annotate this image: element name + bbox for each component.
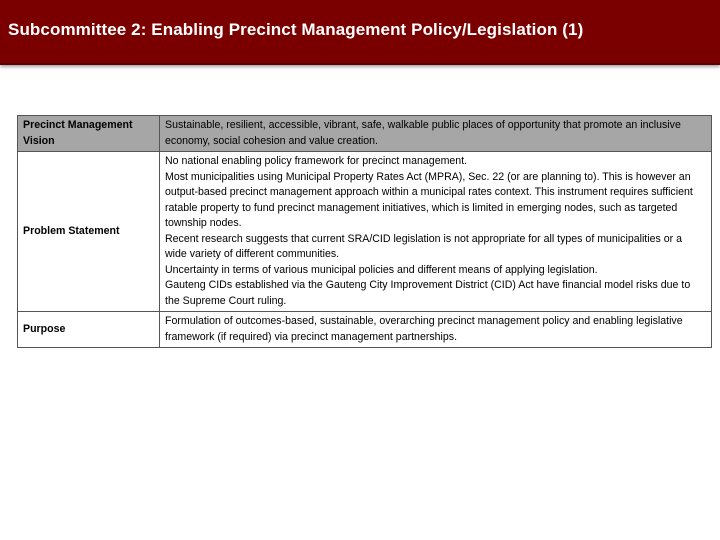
vision-content: [160, 116, 712, 152]
policy-table: [17, 115, 712, 348]
problem-statement-content: [160, 152, 712, 312]
vision-text: Sustainable, resilient, accessible, vibrant, safe, walkable public places of opportunity that promote an inclusive economy, social cohesion and value creation.: [165, 119, 681, 147]
title-bar: [0, 0, 720, 65]
purpose-label: Purpose: [18, 312, 160, 348]
problem-line-1: No national enabling policy framework for precinct management.: [165, 155, 468, 167]
table-row-problem-statement: [18, 152, 712, 312]
problem-line-2: Most municipalities using Municipal Property Rates Act (MPRA), Sec. 22 (or are planning to). This is however an output-based precinct management approach within a municipal rates context. This instrument requires sufficient ratable property to fund precinct management initiatives, which is limited in emerging nodes, such as targeted township nodes.: [165, 170, 693, 229]
purpose-content: [160, 312, 712, 348]
problem-line-5: Gauteng CIDs established via the Gauteng City Improvement District (CID) Act have financial model risks due to the Supreme Court ruling.: [165, 279, 691, 307]
purpose-text: Formulation of outcomes-based, sustainable, overarching precinct management policy and enabling legislative framework (if required) via precinct management partnerships.: [165, 315, 683, 343]
slide-title: Subcommittee 2: Enabling Precinct Management Policy/Legislation (1): [8, 20, 584, 39]
table-row-vision: [18, 116, 712, 152]
problem-line-4: Uncertainty in terms of various municipal policies and different means of applying legislation.: [165, 263, 598, 276]
table-row-purpose: [18, 312, 712, 348]
vision-label: Precinct Management Vision: [18, 116, 160, 152]
problem-statement-label: Problem Statement: [18, 152, 160, 312]
problem-line-3: Recent research suggests that current SRA/CID legislation is not appropriate for all types of municipalities or a wide variety of different communities.: [165, 232, 682, 260]
